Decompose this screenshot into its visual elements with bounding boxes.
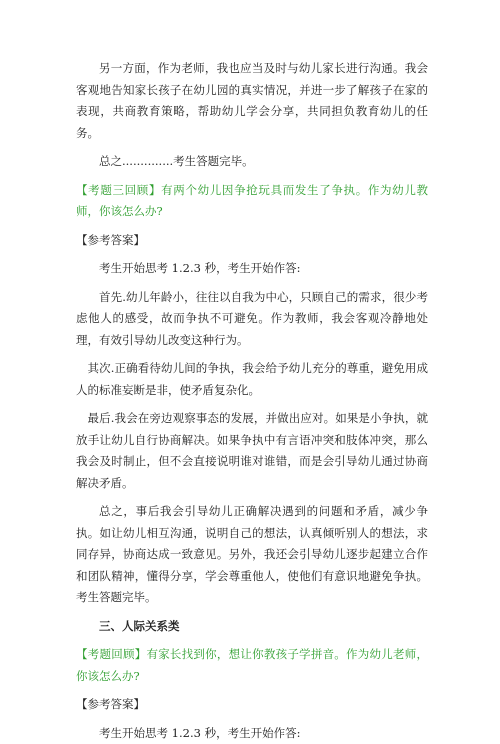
thinking-prompt-2: 考生开始思考 1.2.3 秒，考生开始作答: (76, 723, 428, 744)
answer-last: 最后.我会在旁边观察事态的发展，并做出应对。如果是小争执，就放手让幼儿自行协商解决。如果争执中有言语冲突和肢体冲突，那么我会及时制止，但不会直接说明谁对谁错，而是会引导幼儿通过协商解决矛盾。 (76, 408, 428, 494)
document-body (76, 58, 428, 744)
paragraph-communication: 另一方面，作为老师，我也应当及时与幼儿家长进行沟通。我会客观地告知家长孩子在幼儿园的真实情况，并进一步了解孩子在家的表现，共商教育策略，帮助幼儿学会分享，共同担负教育幼儿的任务。 (76, 58, 428, 144)
thinking-prompt: 考生开始思考 1.2.3 秒，考生开始作答: (76, 258, 428, 280)
answer-second: 其次.正确看待幼儿间的争执，我会给予幼儿充分的尊重，避免用成人的标准妄断是非，使矛盾复杂化。 (76, 358, 428, 401)
reference-answer-label-2: 【参考答案】 (76, 694, 428, 716)
reference-answer-label: 【参考答案】 (76, 230, 428, 252)
paragraph-summary: 总之..............考生答题完毕。 (76, 151, 428, 173)
answer-conclusion: 总之，事后我会引导幼儿正确解决遇到的问题和矛盾，减少争执。如让幼儿相互沟通，说明自己的想法，认真倾听别人的想法，求同存异，协商达成一致意见。另外，我还会引导幼儿逐步起建立合作和团队精神，懂得分享，学会尊重他人，使他们有意识地避免争执。考生答题完毕。 (76, 501, 428, 609)
question-review: 【考题回顾】有家长找到你，想让你教孩子学拼音。作为幼儿老师，你该怎么办? (76, 644, 428, 687)
section-heading: 三、人际关系类 (76, 616, 428, 638)
answer-first: 首先.幼儿年龄小，往往以自我为中心，只顾自己的需求，很少考虑他人的感受，故而争执不可避免。作为教师，我会客观冷静地处理，有效引导幼儿改变这种行为。 (76, 287, 428, 352)
question-three: 【考题三回顾】有两个幼儿因争抢玩具而发生了争执。作为幼儿教师，你该怎么办? (76, 180, 428, 223)
